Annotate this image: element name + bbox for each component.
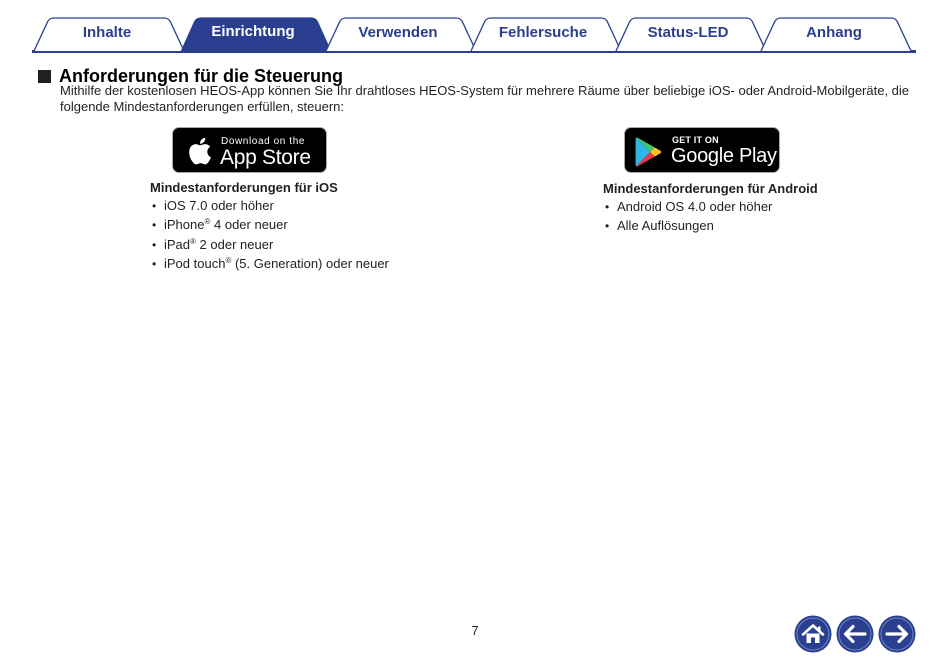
- section-intro: Mithilfe der kostenlosen HEOS-App können Sie Ihr drahtloses HEOS-System für mehrere Räume über beliebige iOS- oder Android-Mobilgeräte, die folgende Mindestanforderungen erfüllen, steuern:: [60, 83, 910, 114]
- arrow-left-icon: [836, 615, 874, 653]
- list-item: • iOS 7.0 oder höher: [150, 198, 470, 217]
- android-requirements-list: [603, 199, 923, 238]
- home-button[interactable]: [794, 615, 832, 653]
- back-button[interactable]: [836, 615, 874, 653]
- apple-logo-icon: [186, 136, 212, 166]
- app-store-line2: App Store: [220, 146, 311, 169]
- google-play-logo-icon: [635, 137, 663, 167]
- list-item: • iPad® 2 oder neuer: [150, 237, 470, 256]
- list-item: • Android OS 4.0 oder höher: [603, 199, 923, 218]
- google-play-line2: Google Play: [671, 145, 777, 167]
- google-play-badge[interactable]: [624, 127, 780, 173]
- ios-requirements-list: [150, 198, 470, 276]
- tab-einrichtung[interactable]: Einrichtung: [211, 23, 295, 40]
- tab-anhang[interactable]: Anhang: [806, 24, 862, 41]
- tab-inhalte[interactable]: Inhalte: [82, 24, 132, 41]
- list-item: • iPhone® 4 oder neuer: [150, 217, 470, 236]
- app-store-badge[interactable]: [172, 127, 327, 173]
- page-number: 7: [471, 623, 479, 638]
- ios-requirements-title: Mindestanforderungen für iOS: [150, 180, 338, 195]
- tab-verwenden[interactable]: Verwenden: [358, 24, 438, 41]
- tab-bar: [0, 0, 950, 56]
- android-requirements-title: Mindestanforderungen für Android: [603, 181, 818, 196]
- tab-status-led[interactable]: Status-LED: [647, 24, 729, 41]
- arrow-right-icon: [878, 615, 916, 653]
- list-item: • Alle Auflösungen: [603, 218, 923, 237]
- tab-fehlersuche[interactable]: Fehlersuche: [498, 24, 588, 41]
- forward-button[interactable]: [878, 615, 916, 653]
- ios-requirements: [150, 180, 470, 276]
- google-play-line1: GET IT ON: [672, 135, 719, 145]
- home-icon: [794, 615, 832, 653]
- android-requirements: [603, 181, 923, 238]
- list-item: • iPod touch® (5. Generation) oder neuer: [150, 256, 470, 275]
- section-title: Anforderungen für die Steuerung: [59, 66, 344, 86]
- app-store-line1: Download on the: [221, 136, 306, 147]
- heading-square-icon: [38, 70, 51, 83]
